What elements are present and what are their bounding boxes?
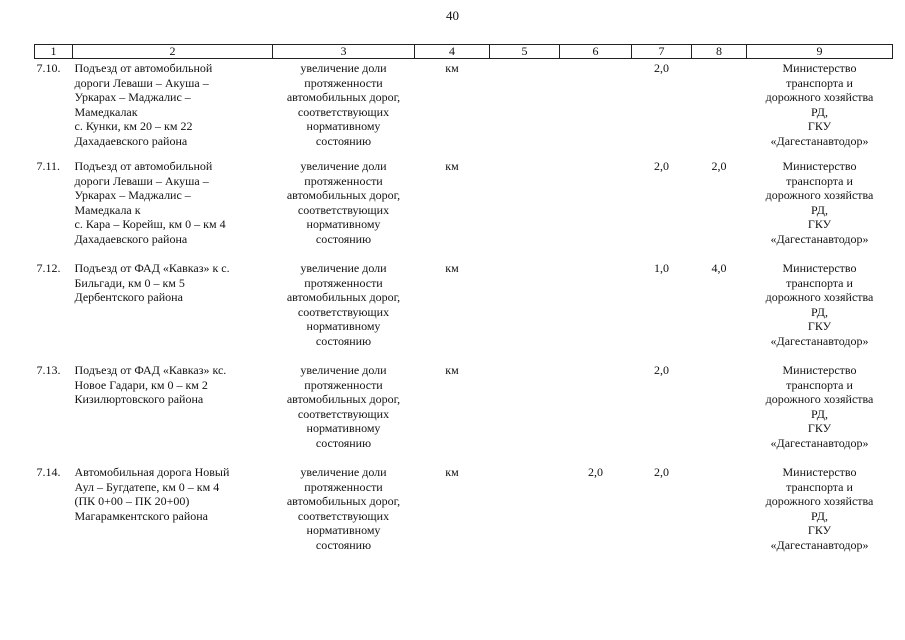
- value-col5: [490, 465, 560, 567]
- responsible-line: Министерство: [782, 465, 857, 479]
- responsible-line: ГКУ: [807, 319, 832, 333]
- indicator-line: соответствующих: [297, 508, 390, 523]
- object-name-line: Уркарах – Маджалис –: [74, 90, 191, 104]
- object-name-line: Бильгади, км 0 – км 5: [74, 275, 185, 290]
- value-col5: [490, 363, 560, 465]
- indicator-line: нормативному: [306, 319, 381, 333]
- header-row: [35, 45, 893, 59]
- object-name: [73, 363, 273, 465]
- responsible-line: РД,: [811, 508, 828, 523]
- object-name-line: Уркарах – Маджалис –: [74, 188, 191, 202]
- responsible-line: Министерство: [782, 159, 857, 173]
- object-name-line: Дербентского района: [74, 290, 183, 304]
- responsible-line: «Дагестанавтодор»: [770, 231, 869, 246]
- value-col8: [692, 59, 747, 160]
- column-header: 6: [560, 45, 632, 59]
- object-name: [73, 261, 273, 363]
- responsible-line: «Дагестанавтодор»: [770, 537, 869, 552]
- indicator-line: увеличение доли: [300, 61, 387, 75]
- indicator-line: увеличение доли: [300, 261, 387, 275]
- value-col5: [490, 159, 560, 261]
- row-number: 7.12.: [36, 261, 61, 275]
- indicator-line: автомобильных дорог,: [286, 290, 401, 304]
- value-col6: [560, 261, 632, 363]
- value-col8: [692, 465, 747, 567]
- column-header: 2: [73, 45, 273, 59]
- responsible-line: транспорта и: [786, 75, 853, 90]
- responsible-line: ГКУ: [807, 523, 832, 537]
- responsible-line: транспорта и: [786, 479, 853, 494]
- object-name: [73, 159, 273, 261]
- table-row: [35, 465, 893, 567]
- object-name-line: дороги Леваши – Акуша –: [74, 173, 209, 188]
- indicator-line: состоянию: [315, 333, 372, 348]
- responsible-line: РД,: [811, 202, 828, 217]
- column-header: 5: [490, 45, 560, 59]
- indicator-line: автомобильных дорог,: [286, 90, 401, 104]
- indicator-line: протяженности: [304, 75, 383, 90]
- table-row: [35, 261, 893, 363]
- indicator: [273, 261, 415, 363]
- responsible-line: транспорта и: [786, 173, 853, 188]
- indicator: [273, 363, 415, 465]
- object-name-line: Дахадаевского района: [74, 133, 188, 148]
- object-name-line: Подъезд от автомобильной: [74, 159, 213, 173]
- responsible-line: ГКУ: [807, 217, 832, 231]
- indicator-line: протяженности: [304, 479, 383, 494]
- responsible-line: «Дагестанавтодор»: [770, 133, 869, 148]
- responsible-line: ГКУ: [807, 119, 832, 133]
- indicator-line: увеличение доли: [300, 159, 387, 173]
- indicator-line: автомобильных дорог,: [286, 188, 401, 202]
- object-name-line: Автомобильная дорога Новый: [74, 465, 230, 479]
- responsible-line: транспорта и: [786, 275, 853, 290]
- responsible: [747, 261, 893, 363]
- indicator: [273, 465, 415, 567]
- indicator: [273, 159, 415, 261]
- responsible-line: РД,: [811, 304, 828, 319]
- indicator-line: протяженности: [304, 173, 383, 188]
- indicator-line: соответствующих: [297, 202, 390, 217]
- table-row: [35, 59, 893, 160]
- column-header: 3: [273, 45, 415, 59]
- value-col6: [560, 363, 632, 465]
- responsible-line: РД,: [811, 104, 828, 119]
- responsible-line: Министерство: [782, 61, 857, 75]
- value-col8: 4,0: [711, 261, 727, 275]
- indicator-line: автомобильных дорог,: [286, 494, 401, 508]
- responsible-line: дорожного хозяйства: [765, 188, 874, 202]
- page-number: 40: [446, 8, 459, 23]
- value-col8: [692, 363, 747, 465]
- unit: км: [445, 465, 459, 479]
- column-header: 7: [632, 45, 692, 59]
- column-header: 4: [415, 45, 490, 59]
- program-table: [34, 44, 893, 567]
- object-name-line: Подъезд от ФАД «Кавказ» к с.: [74, 261, 230, 275]
- indicator-line: автомобильных дорог,: [286, 392, 401, 406]
- responsible-line: Министерство: [782, 363, 857, 377]
- object-name: [73, 59, 273, 160]
- indicator-line: соответствующих: [297, 104, 390, 119]
- responsible-line: дорожного хозяйства: [765, 290, 874, 304]
- value-col8: 2,0: [711, 159, 727, 173]
- object-name-line: Дахадаевского района: [74, 231, 188, 246]
- unit: км: [445, 261, 459, 275]
- indicator-line: увеличение доли: [300, 363, 387, 377]
- indicator-line: состоянию: [315, 133, 372, 148]
- row-number: 7.13.: [36, 363, 61, 377]
- responsible: [747, 59, 893, 160]
- indicator-line: нормативному: [306, 523, 381, 537]
- object-name-line: Магарамкентского района: [74, 508, 208, 523]
- value-col6: [560, 159, 632, 261]
- table-body: [35, 59, 893, 568]
- value-col7: 2,0: [654, 363, 669, 377]
- object-name-line: с. Кунки, км 20 – км 22: [74, 119, 193, 133]
- responsible-line: «Дагестанавтодор»: [770, 435, 869, 450]
- object-name-line: Кизилюртовского района: [74, 392, 204, 406]
- responsible: [747, 363, 893, 465]
- object-name-line: Подъезд от автомобильной: [74, 61, 213, 75]
- row-number: 7.14.: [36, 465, 61, 479]
- column-header: 1: [35, 45, 73, 59]
- column-header: 8: [692, 45, 747, 59]
- responsible-line: дорожного хозяйства: [765, 90, 874, 104]
- indicator-line: состоянию: [315, 537, 372, 552]
- responsible-line: РД,: [811, 406, 828, 421]
- responsible-line: «Дагестанавтодор»: [770, 333, 869, 348]
- row-number: 7.10.: [36, 61, 61, 75]
- indicator-line: протяженности: [304, 275, 383, 290]
- value-col5: [490, 59, 560, 160]
- value-col7: 1,0: [654, 261, 669, 275]
- object-name-line: Аул – Бугдатепе, км 0 – км 4: [74, 479, 220, 494]
- indicator-line: соответствующих: [297, 304, 390, 319]
- responsible: [747, 465, 893, 567]
- indicator: [273, 59, 415, 160]
- object-name: [73, 465, 273, 567]
- column-header: 9: [747, 45, 893, 59]
- indicator-line: нормативному: [306, 421, 381, 435]
- responsible-line: Министерство: [782, 261, 857, 275]
- value-col7: 2,0: [654, 465, 669, 479]
- responsible-line: ГКУ: [807, 421, 832, 435]
- object-name-line: Мамедкалак: [74, 104, 138, 119]
- responsible: [747, 159, 893, 261]
- indicator-line: протяженности: [304, 377, 383, 392]
- indicator-line: увеличение доли: [300, 465, 387, 479]
- value-col6: [560, 59, 632, 160]
- object-name-line: с. Кара – Корейш, км 0 – км 4: [74, 217, 226, 231]
- object-name-line: дороги Леваши – Акуша –: [74, 75, 209, 90]
- indicator-line: состоянию: [315, 435, 372, 450]
- value-col5: [490, 261, 560, 363]
- object-name-line: Подъезд от ФАД «Кавказ» кс.: [74, 363, 227, 377]
- value-col6: 2,0: [588, 465, 603, 479]
- table-row: [35, 159, 893, 261]
- value-col7: 2,0: [654, 159, 669, 173]
- object-name-line: Мамедкала к: [74, 202, 141, 217]
- value-col7: 2,0: [654, 61, 669, 75]
- indicator-line: нормативному: [306, 119, 381, 133]
- responsible-line: дорожного хозяйства: [765, 494, 874, 508]
- table-row: [35, 363, 893, 465]
- indicator-line: состоянию: [315, 231, 372, 246]
- unit: км: [445, 159, 459, 173]
- responsible-line: транспорта и: [786, 377, 853, 392]
- object-name-line: (ПК 0+00 – ПК 20+00): [74, 494, 190, 508]
- unit: км: [445, 61, 459, 75]
- indicator-line: нормативному: [306, 217, 381, 231]
- object-name-line: Новое Гадари, км 0 – км 2: [74, 377, 208, 392]
- unit: км: [445, 363, 459, 377]
- row-number: 7.11.: [36, 159, 61, 173]
- responsible-line: дорожного хозяйства: [765, 392, 874, 406]
- indicator-line: соответствующих: [297, 406, 390, 421]
